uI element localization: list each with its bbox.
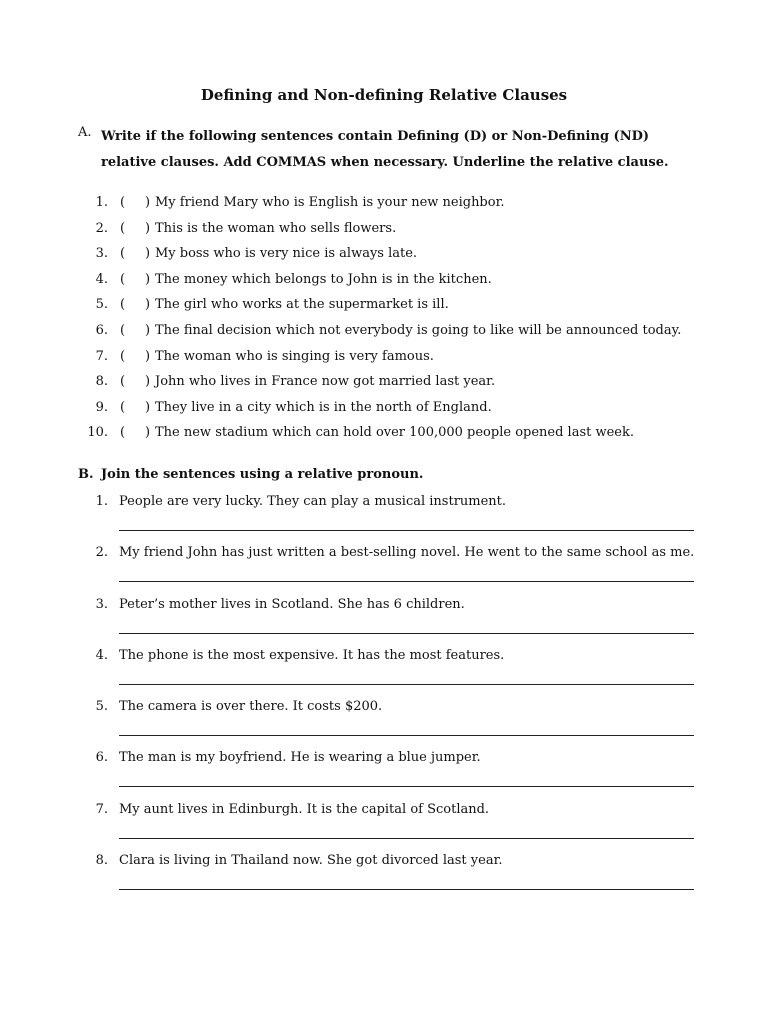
answer-open-paren: (: [120, 374, 126, 390]
answer-open-paren: (: [120, 246, 126, 262]
answer-close-paren: ): [145, 425, 151, 441]
item-number: 6.: [95, 750, 108, 766]
answer-line[interactable]: [119, 838, 694, 839]
page-title: Defining and Non-defining Relative Clauses: [200, 86, 568, 104]
section-a-item: [0, 270, 768, 296]
sentence-text: The woman who is singing is very famous.: [155, 348, 434, 364]
answer-open-paren: (: [120, 271, 126, 287]
section-b-title: Join the sentences using a relative pronoun.: [101, 467, 424, 482]
item-number: 6.: [95, 322, 108, 338]
answer-open-paren: (: [120, 399, 126, 415]
item-number: 10.: [87, 425, 108, 441]
sentence-text: The girl who works at the supermarket is ill.: [155, 297, 449, 313]
section-b-item: [0, 800, 768, 851]
sentence-text: John who lives in France now got married last year.: [155, 374, 496, 390]
item-number: 3.: [95, 246, 108, 262]
section-a-instruction: Write if the following sentences contain Defining (D) or Non-Defining (ND) relative clauses. Add COMMAS when necessary. Underline the relative clause.: [101, 129, 669, 170]
item-number: 1.: [95, 494, 108, 509]
section-a-item: [0, 423, 768, 449]
section-b-list: [0, 492, 768, 902]
answer-close-paren: ): [145, 374, 151, 390]
sentence-text: My friend Mary who is English is your new neighbor.: [155, 195, 505, 210]
sentence-text: They live in a city which is in the north of England.: [155, 399, 492, 415]
answer-open-paren: (: [120, 220, 126, 236]
answer-line[interactable]: [119, 735, 694, 736]
section-a-item: [0, 321, 768, 347]
sentence-text: The money which belongs to John is in the kitchen.: [155, 271, 492, 287]
section-a-item: [0, 244, 768, 270]
answer-close-paren: ): [145, 297, 151, 313]
sentence-text: The new stadium which can hold over 100,000 people opened last week.: [155, 425, 635, 441]
answer-open-paren: (: [120, 348, 126, 364]
answer-close-paren: ): [145, 195, 151, 210]
sentence-text: My friend John has just written a best-selling novel. He went to the same school as me.: [119, 545, 695, 561]
answer-line[interactable]: [119, 786, 694, 787]
section-b-item: [0, 697, 768, 748]
sentence-text: This is the woman who sells flowers.: [155, 220, 397, 236]
answer-open-paren: (: [120, 425, 126, 441]
section-a-item: [0, 219, 768, 245]
sentence-text: Clara is living in Thailand now. She got divorced last year.: [119, 853, 503, 869]
section-b-item: [0, 646, 768, 697]
sentence-text: The man is my boyfriend. He is wearing a blue jumper.: [119, 750, 481, 766]
item-number: 3.: [95, 596, 108, 612]
section-b-item: [0, 543, 768, 594]
sentence-text: My boss who is very nice is always late.: [155, 246, 418, 262]
answer-close-paren: ): [145, 348, 151, 364]
section-b-item: [0, 492, 768, 543]
item-number: 2.: [95, 545, 108, 561]
item-number: 8.: [95, 374, 108, 390]
sentence-text: The phone is the most expensive. It has the most features.: [119, 647, 505, 663]
item-number: 9.: [95, 399, 108, 415]
answer-close-paren: ): [145, 399, 151, 415]
answer-close-paren: ): [145, 246, 151, 262]
section-a-list: [0, 193, 768, 449]
sentence-text: The final decision which not everybody is going to like will be announced today.: [155, 322, 682, 338]
section-a-item: [0, 295, 768, 321]
answer-line[interactable]: [119, 633, 694, 634]
item-number: 5.: [95, 297, 108, 313]
section-a-item: [0, 398, 768, 424]
section-b-item: [0, 851, 768, 902]
answer-line[interactable]: [119, 889, 694, 890]
answer-line[interactable]: [119, 581, 694, 582]
item-number: 2.: [95, 220, 108, 236]
item-number: 4.: [95, 271, 108, 287]
section-b-item: [0, 748, 768, 799]
answer-close-paren: ): [145, 271, 151, 287]
section-a-item: [0, 372, 768, 398]
item-number: 4.: [95, 647, 108, 663]
answer-close-paren: ): [145, 220, 151, 236]
answer-line[interactable]: [119, 684, 694, 685]
section-a-item: [0, 193, 768, 219]
item-number: 5.: [95, 699, 108, 715]
sentence-text: My aunt lives in Edinburgh. It is the capital of Scotland.: [119, 801, 490, 817]
section-b-item: [0, 595, 768, 646]
answer-open-paren: (: [120, 322, 126, 338]
item-number: 8.: [95, 853, 108, 869]
answer-open-paren: (: [120, 297, 126, 313]
item-number: 7.: [95, 801, 108, 817]
answer-line[interactable]: [119, 530, 694, 531]
sentence-text: The camera is over there. It costs $200.: [119, 699, 383, 715]
section-b-letter: B.: [78, 467, 94, 482]
section-a-item: [0, 347, 768, 373]
sentence-text: Peter’s mother lives in Scotland. She has 6 children.: [119, 596, 465, 612]
item-number: 1.: [95, 195, 108, 210]
sentence-text: People are very lucky. They can play a musical instrument.: [119, 494, 507, 509]
item-number: 7.: [95, 348, 108, 364]
answer-open-paren: (: [120, 195, 126, 210]
answer-close-paren: ): [145, 322, 151, 338]
section-a-letter: A.: [78, 125, 92, 140]
